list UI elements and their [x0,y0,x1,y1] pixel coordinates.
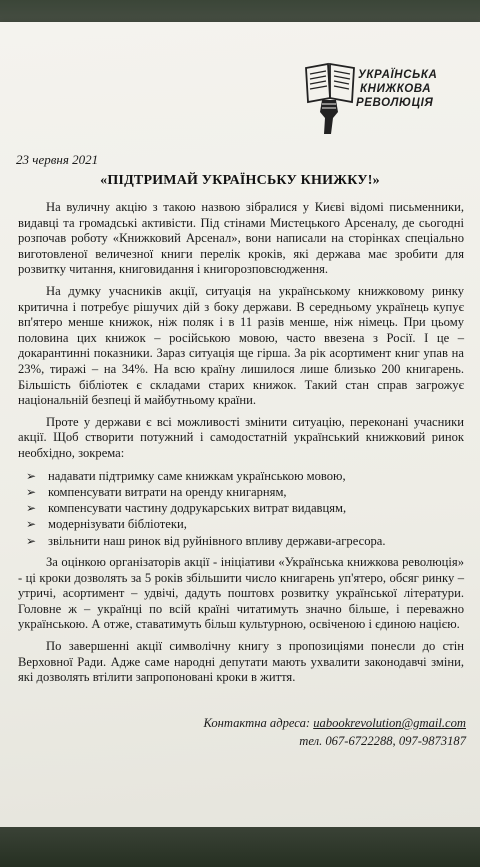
list-item: ➢ надавати підтримку саме книжкам українською мовою, [26,468,346,483]
paragraph-5: По завершенні акції символічну книгу з пропозиціями понесли до стін Верховної Ради. Адже саме народні депутати мають ухвалити законодавчі зміни, які дозволять втілити запропоновані кроки в життя. [18,638,464,685]
document-date: 23 червня 2021 [16,152,99,167]
document-title: «ПІДТРИМАЙ УКРАЇНСЬКУ КНИЖКУ!» [100,173,380,188]
contact-address-line [0,714,466,732]
contact-address-label: Контактна адреса: [203,716,314,730]
arrow-bullet-icon: ➢ [26,468,37,483]
arrow-bullet-icon: ➢ [26,517,37,532]
arrow-bullet-icon: ➢ [26,533,37,548]
arrow-bullet-icon: ➢ [26,501,37,516]
paragraph-3: Проте у держави є всі можливості змінити ситуацію, переконані учасники акції. Щоб створити потужний і самодостатній український книжковий ринок необхідно, зокрема: [18,414,464,460]
paragraph-4: За оцінкою організаторів акції - ініціативи «Українська книжкова революція» - ці кроки дозволять за 5 років збільшити число книгарень уп'ятеро, обсяг ринку – утричі, асортимент – удвічі, дадуть поштовх розвитку української літератури. Головне ж – українці по всій країні читатимуть значно більше, і переважно українською. А отже, ставатимуть більш культурною, освіченою і єдиною нацією. [18,554,464,632]
contacts-block [0,714,466,750]
arrow-bullet-icon: ➢ [26,484,37,499]
list-item: ➢ звільнити наш ринок від руйнівного впливу держави-агресора. [26,533,386,548]
contact-phones: тел. 067-6722288, 097-9873187 [299,734,466,748]
logo-title [358,68,437,110]
email-link[interactable]: uabookrevolution@gmail.com [313,716,466,730]
background-bottom [0,827,480,867]
list-item: ➢ компенсувати частину додрукарських витрат видавцям, [26,501,347,516]
paragraph-2: На думку учасників акції, ситуація на українському книжковому ринку критична і потребує рішучих дій з боку держави. В середньому українець купує вп'ятеро менше книжок, ніж поляк і в 11 разів менше, ніж німець. При цьому половина цих книжок – російською мовою, часто ввезена з Росії. І це – докарантинні показники. Зараз ситуація ще гірша. За рік асортимент книг упав на 23%, тиражі – на 34%. На всю країну лишилося лише близько 200 книгарень. Більшість бібліотек є складами старих книжок. Такий стан справ загрожує національній безпеці й майбутньому країни. [18,283,464,408]
logo-line-1: УКРАЇНСЬКА [358,69,438,81]
demands-list [18,468,464,549]
paragraph-1: На вуличну акцію з такою назвою зібралися у Києві відомі письменники, видавці та громадські активісти. Під стінами Мистецького Арсеналу, де сьогодні розпочав роботу «Книжковий Арсенал», вони написали на сторінках спеціально виготовленої величезної книги перелік кроків, які держава має зробити для розвитку читання, книговидання і книгорозповсюдження. [18,200,464,277]
list-item: ➢ модернізувати бібліотеки, [26,517,187,532]
document-body [18,200,464,692]
list-item: ➢ компенсувати витрати на оренду книгарням, [26,484,287,499]
logo-line-2: КНИЖКОВА [360,83,432,95]
logo-line-3: РЕВОЛЮЦІЯ [356,97,434,109]
